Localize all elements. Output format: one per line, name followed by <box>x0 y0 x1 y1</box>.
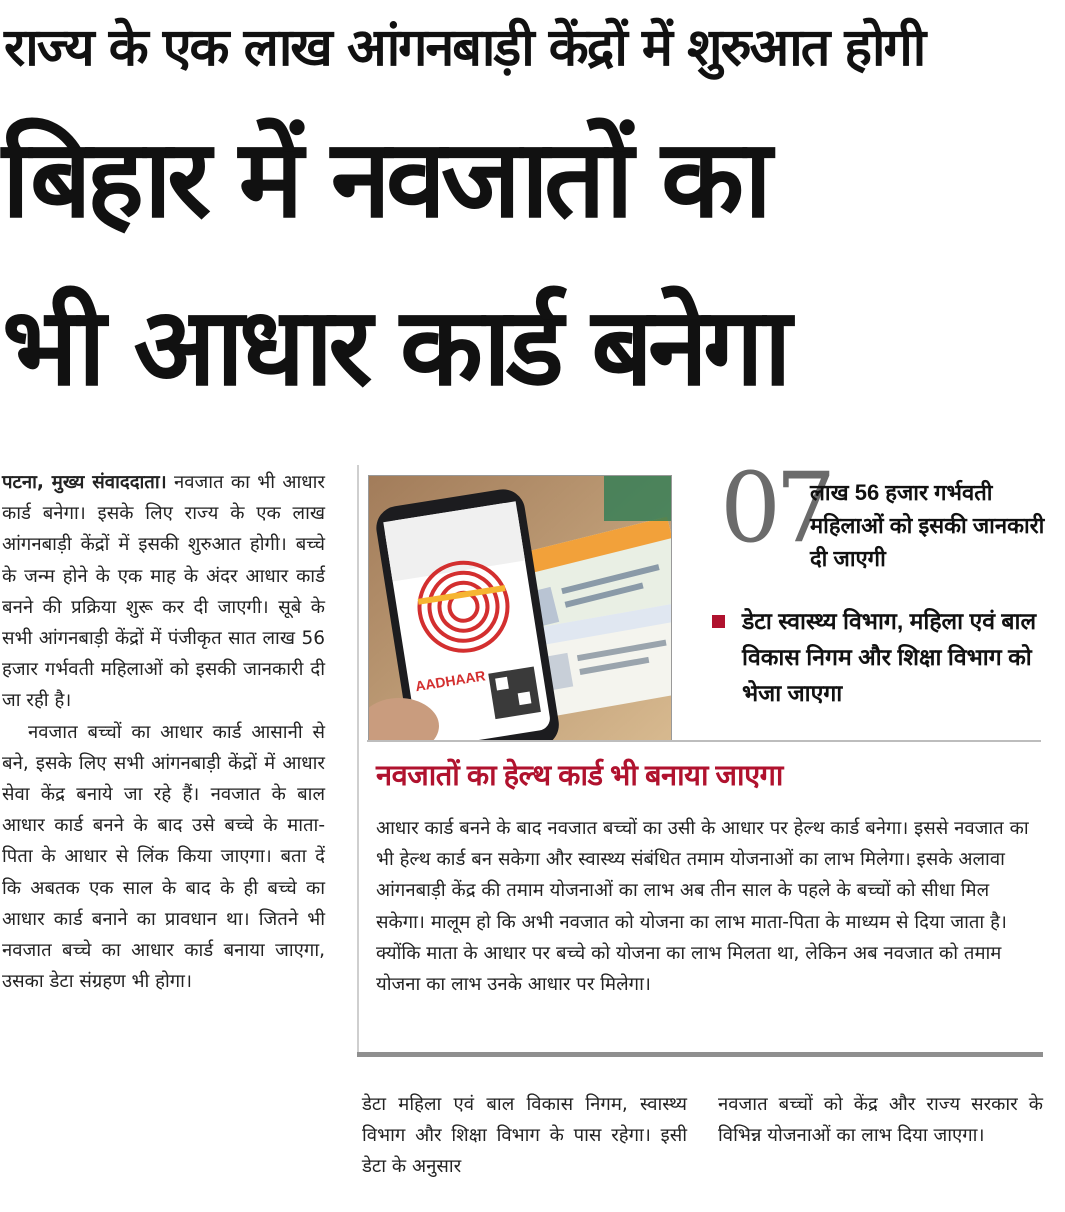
aadhaar-photo-illustration <box>369 476 671 740</box>
paragraph-2: नवजात बच्चों का आधार कार्ड आसानी से बने, इसके लिए सभी आंगनबाड़ी केंद्रों में आधार सेवा केंद्र बनाये जा रहे हैं। नवजात के बाल आधार कार्ड बनने के बाद उसे बच्चे के माता-पिता के आधार से लिंक किया जाएगा। बता दें कि अबतक एक साल के बाद के ही बच्चे का आधार कार्ड बनाने का प्रावधान था। जितने भी नवजात बच्चे का आधार कार्ड बनाया जाएगा, उसका डेटा संग्रहण भी होगा। <box>2 721 325 993</box>
box-title: नवजातों का हेल्थ कार्ड भी बनाया जाएगा <box>376 760 783 792</box>
dateline: पटना, मुख्य संवाददाता। <box>2 472 167 493</box>
article-column-left <box>2 467 325 997</box>
box-body: आधार कार्ड बनने के बाद नवजात बच्चों का उसी के आधार पर हेल्थ कार्ड बनेगा। इससे नवजात का भी हेल्थ कार्ड बन सकेगा और स्वास्थ्य संबंधित तमाम योजनाओं का लाभ मिलेगा। इसके अलावा आंगनबाड़ी केंद्र की तमाम योजनाओं का लाभ अब तीन साल के पहले के बच्चों को सीधा मिल सकेगा। मालूम हो कि अभी नवजात को योजना का लाभ माता-पिता के माध्यम से दिया जाता है। क्योंकि माता के आधार पर बच्चे को योजना का लाभ मिलता था, लेकिन अब नवजात को तमाम योजना का लाभ उनके आधार पर मिलेगा। <box>376 818 1029 996</box>
aadhaar-phone-photo <box>368 475 672 741</box>
article-column-middle: डेटा महिला एवं बाल विकास निगम, स्वास्थ्य विभाग और शिक्षा विभाग के पास रहेगा। इसी डेटा के अनुसार <box>362 1094 687 1178</box>
box-bottom-rule <box>357 1052 1043 1057</box>
aadhaar-logo-text: AADHAAR <box>414 667 487 695</box>
paragraph-1 <box>2 467 325 717</box>
paragraph-1-text: नवजात का भी आधार कार्ड बनेगा। इसके लिए राज्य के एक लाख आंगनबाड़ी केंद्रों में इसकी शुरुआत होगी। बच्चे के जन्म होने के एक माह के अंदर आधार कार्ड बनने की प्रक्रिया शुरू कर दी जाएगी। सूबे के सभी आंगनबाड़ी केंद्रों में पंजीकृत सात लाख 56 हजार गर्भवती महिलाओं को इसकी जानकारी दी जा रही है। <box>2 472 325 712</box>
highlight-text: डेटा स्वास्थ्य विभाग, महिला एवं बाल विकास निगम और शिक्षा विभाग को भेजा जाएगा <box>742 608 1037 706</box>
main-headline-line-1: बिहार में नवजातों का <box>2 117 768 242</box>
stat-text: लाख 56 हजार गर्भवती महिलाओं को इसकी जानकारी दी जाएगी <box>810 480 1045 571</box>
column-divider <box>357 465 359 1055</box>
article-column-right: नवजात बच्चों को केंद्र और राज्य सरकार के विभिन्न योजनाओं का लाभ दिया जाएगा। <box>718 1094 1043 1147</box>
kicker-headline: राज्य के एक लाख आंगनबाड़ी केंद्रों में शुरुआत होगी <box>4 18 925 78</box>
stat-number: 07 <box>720 452 831 564</box>
stat-callout <box>712 452 1052 576</box>
bullet-square-icon <box>712 615 725 628</box>
box-top-rule <box>367 740 1041 742</box>
main-headline-line-2: भी आधार कार्ड बनेगा <box>2 285 787 410</box>
